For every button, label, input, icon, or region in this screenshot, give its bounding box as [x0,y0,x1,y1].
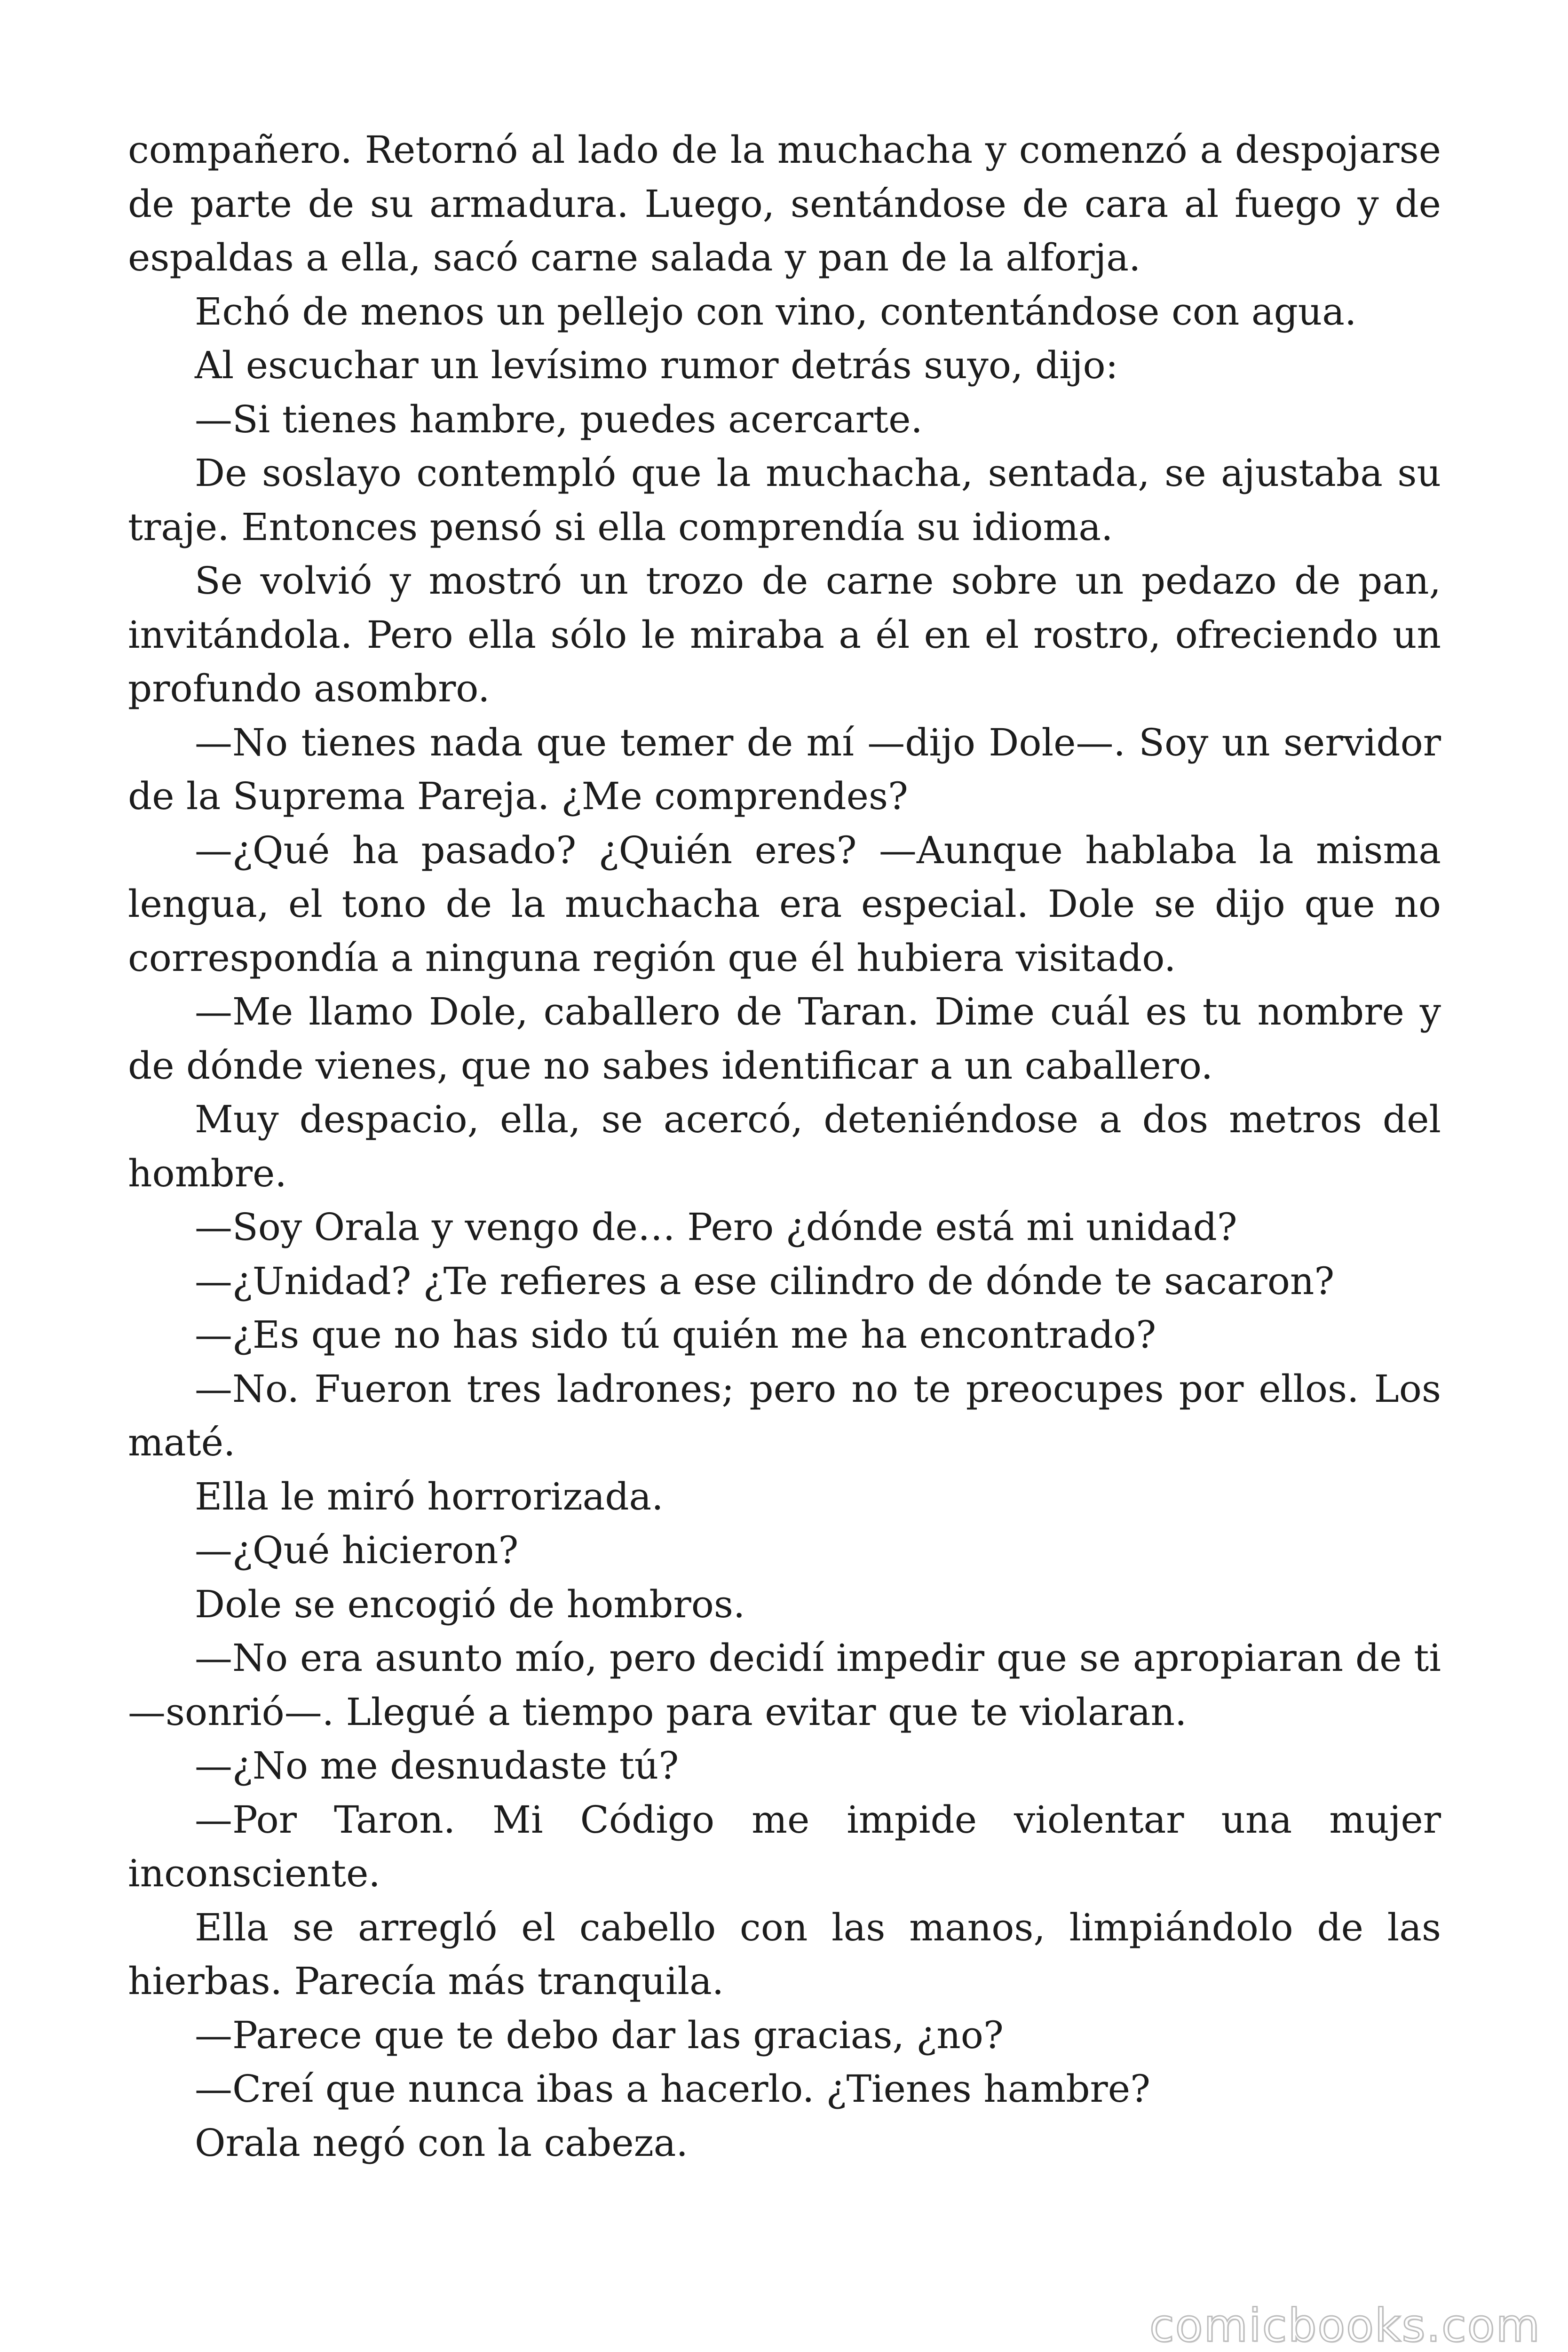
paragraph: —No era asunto mío, pero decidí impedir que se apropiaran de ti —sonrió—. Llegué a tiempo para evitar que te violaran. [128,1636,1441,1734]
paragraph: Ella se arregló el cabello con las manos, limpiándolo de las hierbas. Parecía más tranquila. [128,1905,1441,2003]
paragraph: —¿No me desnudaste tú? [195,1744,679,1788]
paragraph: —¿Unidad? ¿Te refieres a ese cilindro de dónde te sacaron? [195,1259,1335,1303]
paragraph: —Me llamo Dole, caballero de Taran. Dime cuál es tu nombre y de dónde vienes, que no sabes identificar a un caballero. [128,990,1441,1088]
paragraph: —¿Es que no has sido tú quién me ha encontrado? [195,1313,1156,1357]
paragraph: Ella le miró horrorizada. [195,1474,664,1518]
paragraph: Echó de menos un pellejo con vino, contentándose con agua. [195,289,1357,334]
paragraph: —¿Qué ha pasado? ¿Quién eres? —Aunque hablaba la misma lengua, el tono de la muchacha era especial. Dole se dijo que no correspondía a ninguna región que él hubiera visitado. [128,828,1441,980]
paragraph: —Parece que te debo dar las gracias, ¿no? [195,2013,1004,2057]
body-text [128,123,1441,2170]
paragraph: Muy despacio, ella, se acercó, deteniéndose a dos metros del hombre. [128,1097,1441,1195]
paragraph: —Soy Orala y vengo de… Pero ¿dónde está mi unidad? [195,1205,1237,1249]
paragraph: —No. Fueron tres ladrones; pero no te preocupes por ellos. Los maté. [128,1367,1441,1464]
paragraph: Dole se encogió de hombros. [195,1582,745,1626]
paragraph: —Si tienes hambre, puedes acercarte. [195,397,923,441]
paragraph: Al escuchar un levísimo rumor detrás suyo, dijo: [195,343,1118,387]
paragraph: —¿Qué hicieron? [195,1528,519,1572]
watermark: comicbooks.com [1149,2299,1541,2352]
paragraph: Orala negó con la cabeza. [195,2121,688,2165]
paragraph: —Creí que nunca ibas a hacerlo. ¿Tienes hambre? [195,2067,1151,2111]
paragraph: compañero. Retornó al lado de la muchacha y comenzó a despojarse de parte de su armadura. Luego, sentándose de cara al fuego y de espaldas a ella, sacó carne salada y pan de la alforja. [128,128,1441,279]
paragraph: —Por Taron. Mi Código me impide violentar una mujer inconsciente. [128,1797,1441,1895]
paragraph: De soslayo contempló que la muchacha, sentada, se ajustaba su traje. Entonces pensó si ella comprendía su idioma. [128,451,1441,549]
paragraph: —No tienes nada que temer de mí —dijo Dole—. Soy un servidor de la Suprema Pareja. ¿Me comprendes? [128,720,1441,818]
paragraph: Se volvió y mostró un trozo de carne sobre un pedazo de pan, invitándola. Pero ella sólo le miraba a él en el rostro, ofreciendo un profundo asombro. [128,559,1441,710]
